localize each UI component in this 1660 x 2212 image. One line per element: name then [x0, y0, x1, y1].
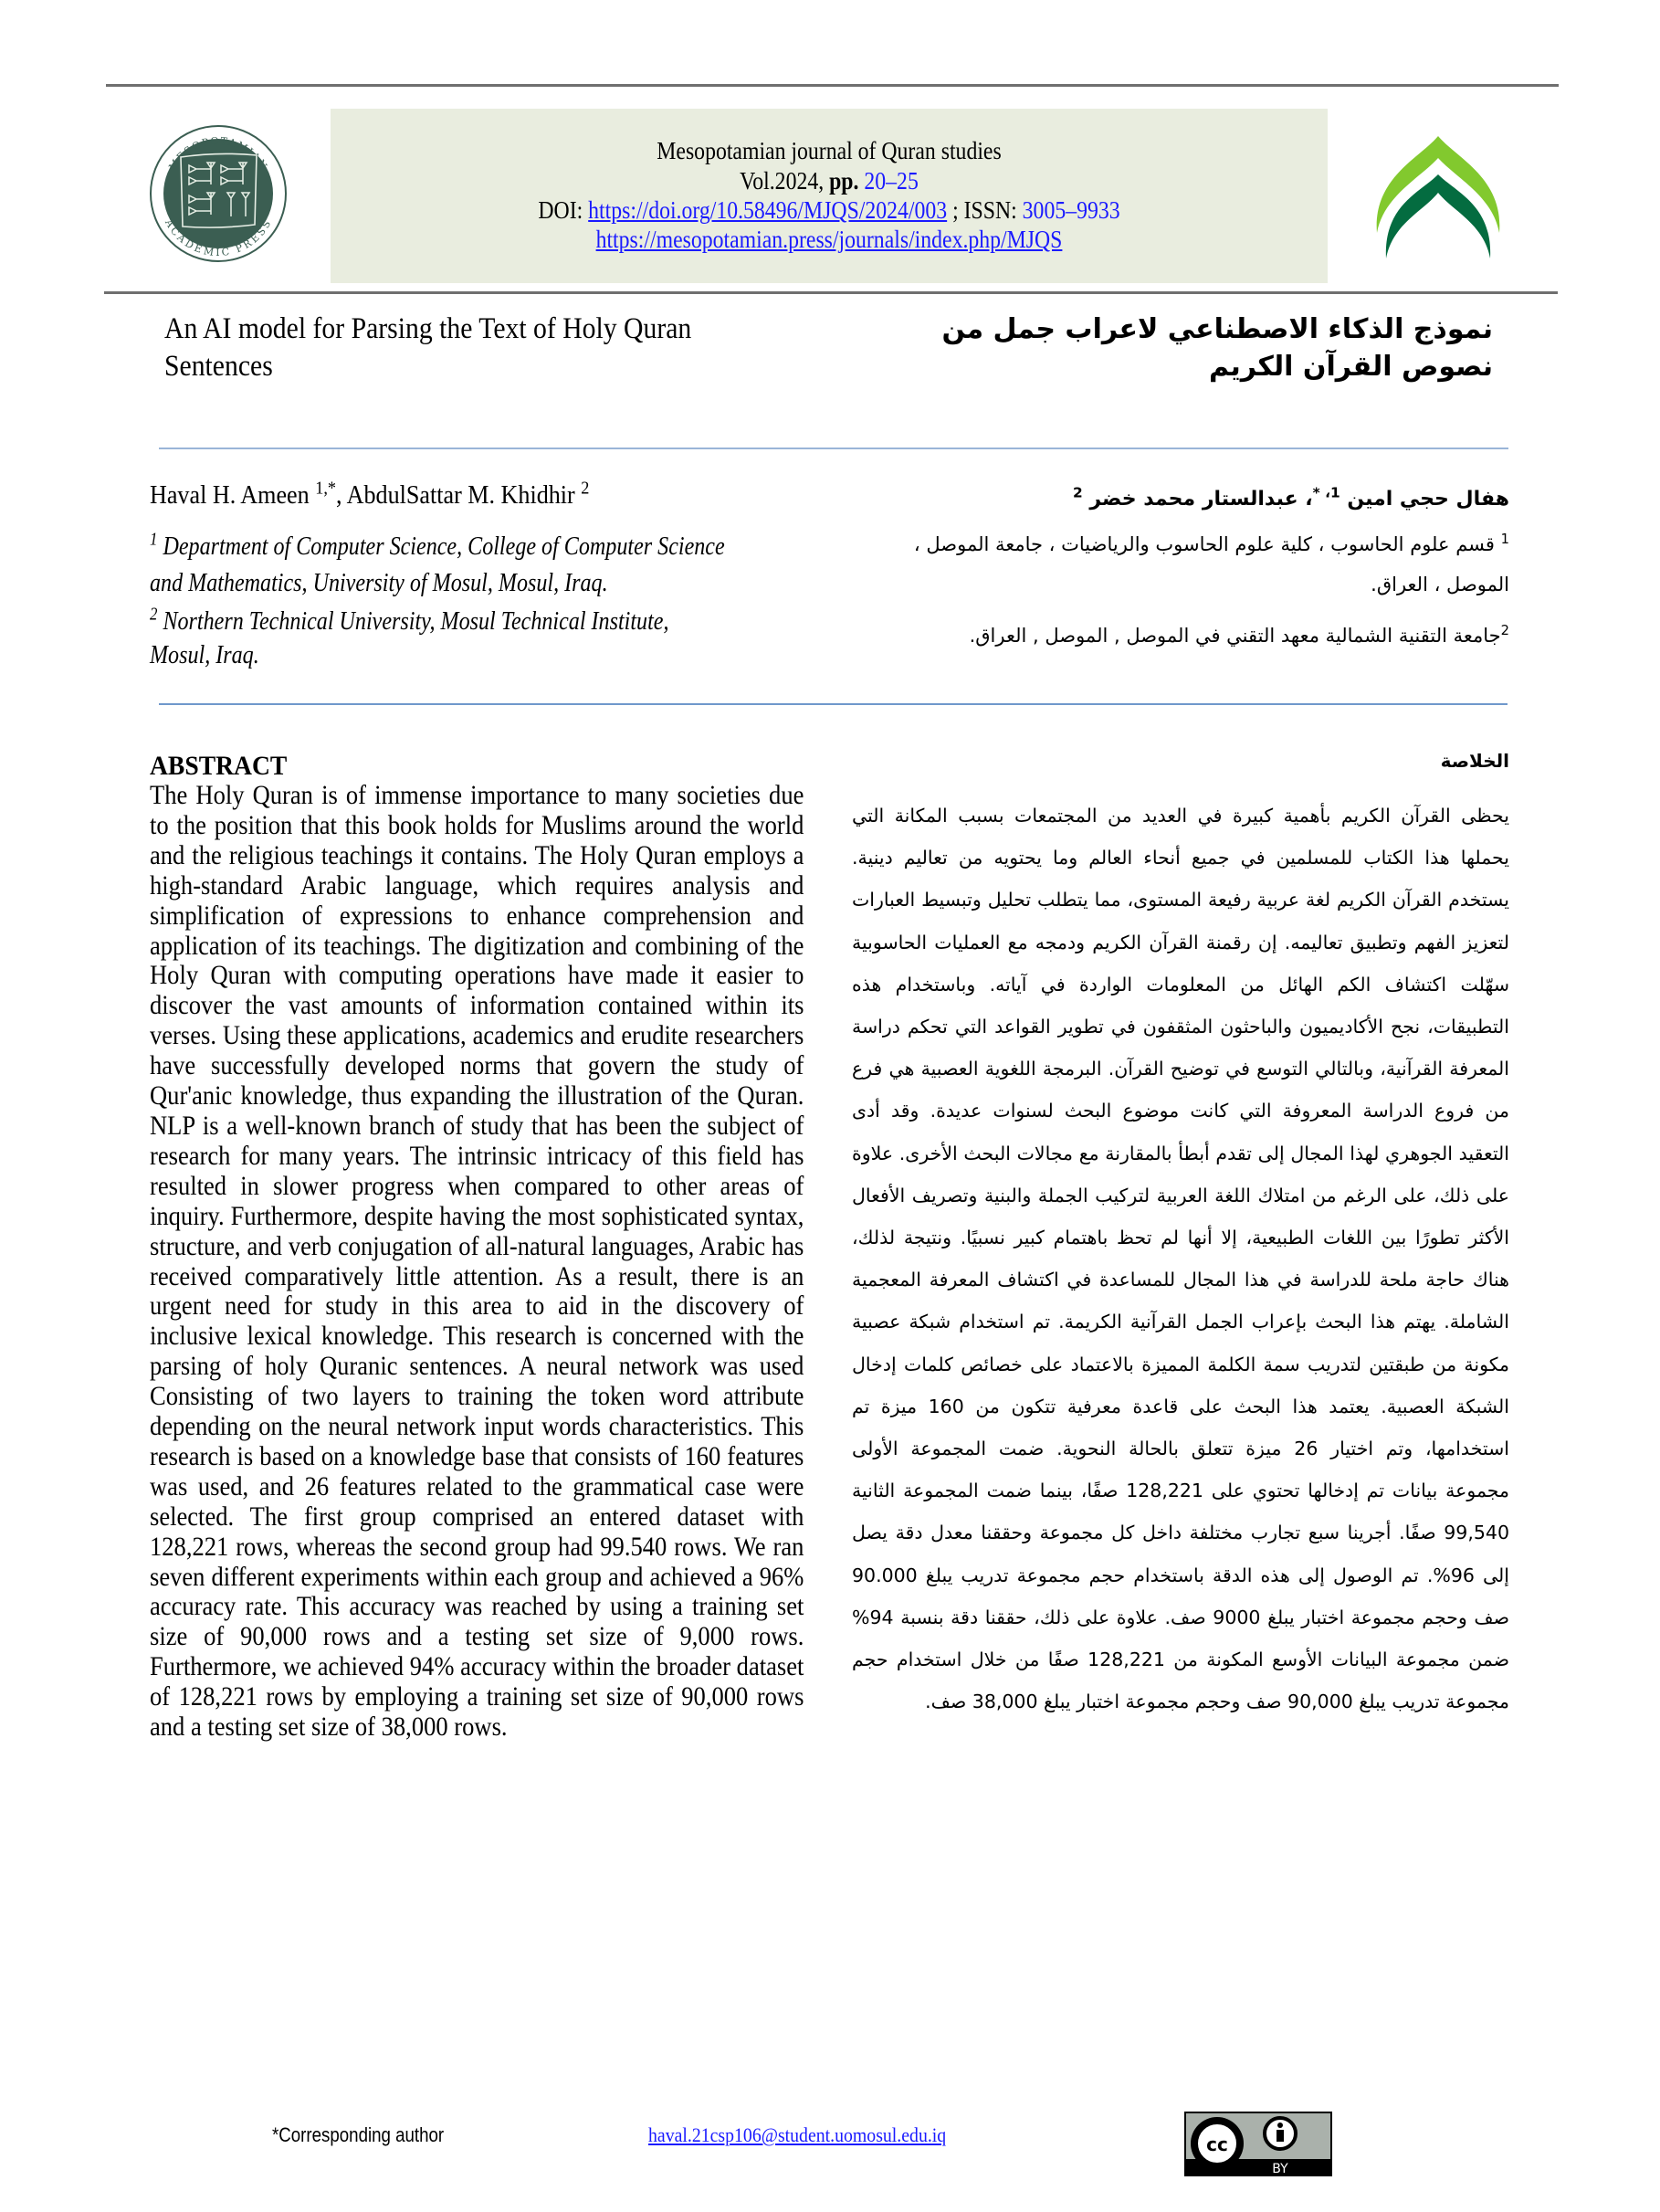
author-sep: ,: [336, 480, 342, 510]
aff-1-num: 1: [150, 530, 158, 550]
doi-link[interactable]: https://doi.org/10.58496/MJQS/2024/003: [588, 196, 948, 224]
top-rule: [106, 84, 1559, 87]
affiliation-2-english-cont: Mosul, Iraq.: [150, 641, 259, 669]
abstract-body-arabic: يحظى القرآن الكريم بأهمية كبيرة في العديد من المجتمعات بسبب المكانة التي يحملها هذا الكتاب للمسلمين في جميع أنحاء العالم وما يحتويه من تعاليم دينية. يستخدم القرآن الكريم لغة عربية رفيعة المستوى، مما يتطلب تحليل وتبسيط العبارات لتعزيز الفهم وتطبيق تعاليمه. إن رقمنة القرآن الكريم ودمجه مع العمليات الحاسوبية سهّلت اكتشاف الكم الهائل من المعلومات الواردة في آياته. وباستخدام هذه التطبيقات، نجح الأكاديميون والباحثون المثقفون في تطوير القواعد التي تحكم دراسة المعرفة القرآنية، وبالتالي التوسع في توضيح القرآن. البرمجة اللغوية العصبية هي فرع من فروع الدراسة المعروفة التي كانت موضوع البحث لسنوات عديدة. وقد أدى التعقيد الجوهري لهذا المجال إلى تقدم أبطأ بالمقارنة مع مجالات البحث الأخرى. علاوة على ذلك، على الرغم من امتلاك اللغة العربية لتركيب الجملة والبنية وتصريف الأفعال الأكثر تطورًا بين اللغات الطبيعية، إلا أنها لم تحظ باهتمام كبير نسبيًا. ونتيجة لذلك، هناك حاجة ملحة للدراسة في هذا المجال للمساعدة في اكتشاف المعرفة المعجمية الشاملة. يهتم هذا البحث بإعراب الجمل القرآنية الكريمة. تم استخدام شبكة عصبية مكونة من طبقتين لتدريب سمة الكلمة المميزة بالاعتماد على خصائص كلمات إدخال الشبكة العصبية. يعتمد هذا البحث على قاعدة معرفية تتكون من 160 ميزة تم استخدامها، وتم اختيار 26 ميزة تتعلق بالحالة النحوية. ضمت المجموعة الأولى مجموعة بيانات تم إدخالها تحتوي على 128,221 صفًا، بينما ضمت المجموعة الثانية 99,540 صفًا. أجرينا سبع تجارب مختلفة داخل كل مجموعة وحققنا معدل دقة يصل إلى 96%. تم الوصول إلى هذه الدقة باستخدام حجم مجموعة تدريب يبلغ 90.000 صف وحجم مجموعة اختبار يبلغ 9000 صف. علاوة على ذلك، حققنا دقة بنسبة 94% ضمن مجموعة البيانات الأوسع المكونة من 128,221 صفًا من خلال استخدام حجم مجموعة تدريب يبلغ 90,000 صف وحجم مجموعة اختبار يبلغ 38,000 صف.: [852, 805, 1510, 1713]
pages-label: pp.: [829, 167, 859, 195]
abstract-heading-english: ABSTRACT: [150, 751, 288, 781]
corresponding-author-email[interactable]: haval.21csp106@student.uomosul.edu.iq: [648, 2123, 947, 2146]
author-2-sup-ar: 2: [1072, 484, 1083, 501]
authors-english: [150, 480, 750, 511]
journal-name: Mesopotamian journal of Quran studies: [657, 137, 1002, 164]
issn-value: 3005–9933: [1022, 196, 1120, 224]
affiliation-2-arabic: [852, 616, 1509, 656]
journal-url-link[interactable]: https://mesopotamian.press/journals/index.php/MJQS: [595, 226, 1063, 253]
title-arabic: نموذج الذكاء الاصطناعي لاعراب جمل من نصوص القرآن الكريم: [941, 313, 1493, 383]
volume-label: Vol.2024,: [740, 167, 825, 195]
author-2-sup: 2: [581, 478, 590, 499]
title-separator: [159, 448, 1508, 449]
author-1-sup: 1,*: [315, 478, 337, 499]
corresponding-author-label: *Corresponding author: [272, 2123, 445, 2146]
author-1-sup-ar: 1، *: [1312, 484, 1340, 501]
aff-1-line1: Department of Computer Science, College of Computer Science: [163, 532, 725, 561]
affiliation-2-english: [150, 606, 668, 638]
title-english: An AI model for Parsing the Text of Holy Quran Sentences: [164, 312, 692, 383]
cc-text: cc: [1206, 2133, 1228, 2155]
journal-header: [331, 109, 1328, 283]
author-1-name-ar: هفال حجي امين: [1347, 488, 1509, 511]
aff-1-num-ar: 1: [1500, 532, 1509, 547]
logo-bottom-text: ACADEMIC PRESS: [163, 217, 274, 259]
author-sep-ar: ،: [1298, 488, 1313, 511]
affiliation-1-arabic: [852, 524, 1509, 605]
issn-label: ; ISSN:: [952, 196, 1017, 224]
cc-by-icon[interactable]: [1184, 2112, 1332, 2176]
header-bottom-rule: [104, 291, 1558, 294]
logo-top-text: MESOPOTAMIAN: [166, 134, 270, 173]
affiliation-1-english: [150, 531, 725, 564]
mesopotamian-academic-press-logo-icon: [149, 124, 288, 263]
license-badge-text: BY: [1272, 2162, 1288, 2176]
affiliation-1-english-cont: and Mathematics, University of Mosul, Mosul, Iraq.: [150, 569, 608, 597]
authors-separator: [159, 703, 1508, 705]
author-2-name-ar: عبدالستار محمد خضر: [1089, 488, 1298, 511]
aff-2-line1: Northern Technical University, Mosul Technical Institute,: [163, 607, 669, 636]
abstract-body-english: The Holy Quran is of immense importance to many societies due to the position that this book holds for Muslims around the world and the religious teachings it contains. The Holy Quran employs a high-standard Arabic language, which requires analysis and simplification of expressions to enhance comprehension and application of its teachings. The digitization and combining of the Holy Quran with computing operations have made it easier to discover the vast amounts of information contained within its verses. Using these applications, academics and erudite researchers have successfully developed norms that govern the study of Qur'anic knowledge, thus expanding the illustration of the Quran. NLP is a well-known branch of study that has been the subject of research for many years. The intrinsic intricacy of this field has resulted in slower progress when compared to other areas of inquiry. Furthermore, despite having the most sophisticated syntax, structure, and verb conjugation of all-natural languages, Arabic has received comparatively little attention. As a result, there is an urgent need for study in this area to aid in the discovery of inclusive lexical knowledge. This research is concerned with the parsing of holy Quranic sentences. A neural network was used Consisting of two layers to training the token word attribute depending on the neural network input words characteristics. This research is based on a knowledge base that consists of 160 features was used, and 26 features related to the grammatical case were selected. The first group comprised an entered dataset with 128,221 rows, whereas the second group had 99.540 rows. We ran seven different experiments within each group and achieved a 96% accuracy rate. This accuracy was reached by using a training set size of 90,000 rows and a testing set size of 9,000 rows. Furthermore, we achieved 94% accuracy within the broader dataset of 128,221 rows by employing a training set size of 90,000 rows and a testing set size of 38,000 rows.: [150, 781, 804, 1743]
author-1-name: Haval H. Ameen: [150, 480, 310, 510]
doi-label: DOI:: [538, 196, 583, 224]
author-2-name: AbdulSattar M. Khidhir: [346, 480, 575, 510]
journal-volume: [391, 167, 1268, 195]
authors-arabic: [870, 484, 1509, 515]
journal-url-line: [391, 226, 1268, 253]
aff-2-text-ar: جامعة التقنية الشمالية معهد التقني في الموصل , الموصل , العراق.: [969, 625, 1501, 647]
pages-value: 20–25: [864, 167, 919, 195]
aff-2-num: 2: [150, 605, 158, 625]
abstract-heading-arabic: الخلاصة: [1440, 750, 1509, 772]
aff-1-text-ar: قسم علوم الحاسوب ، كلية علوم الحاسوب والرياضيات ، جامعة الموصل ، الموصل ، العراق.: [913, 533, 1509, 595]
aff-2-num-ar: 2: [1500, 623, 1509, 638]
quran-journal-logo-icon: [1365, 132, 1511, 265]
journal-doi-line: [391, 196, 1268, 224]
